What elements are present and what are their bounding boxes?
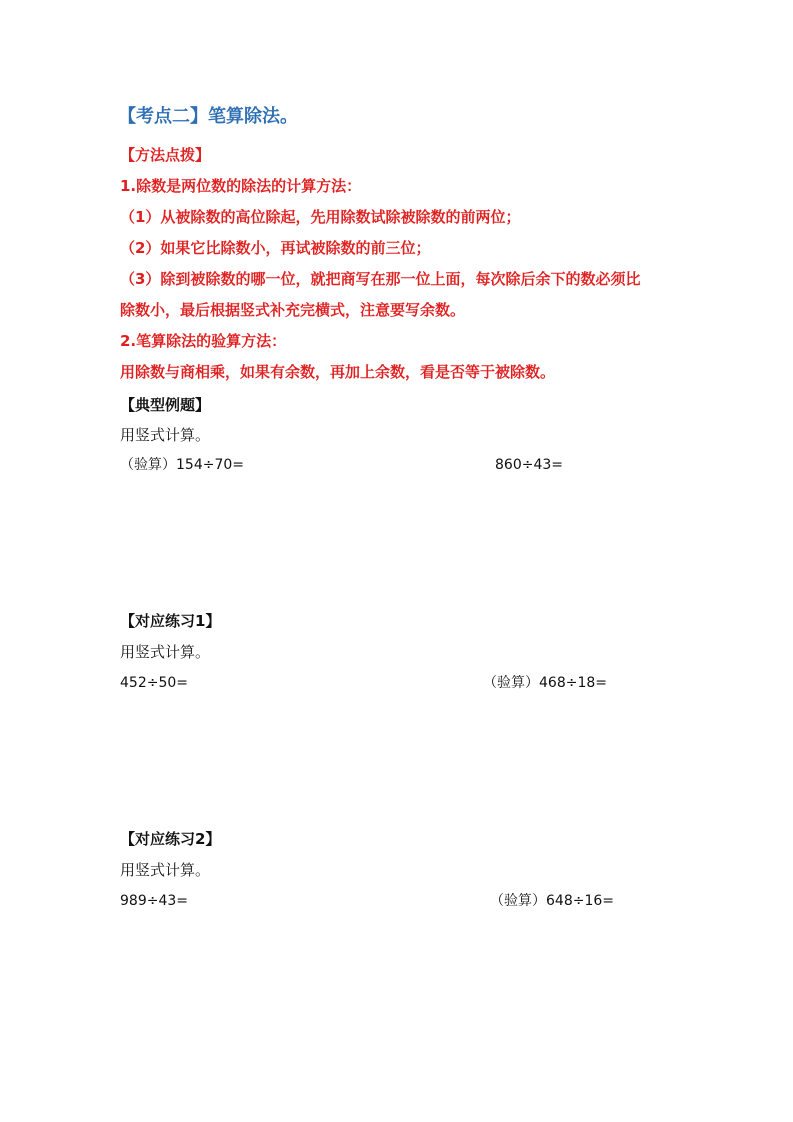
example-problem-right: 860÷43= — [495, 457, 563, 473]
example-label: 【典型例题】 — [120, 396, 211, 414]
method-line: （3）除到被除数的哪一位，就把商写在那一位上面，每次除后余下的数必须比 — [120, 270, 641, 288]
method-line: 1.除数是两位数的除法的计算方法： — [120, 177, 362, 195]
method-label: 【方法点拨】 — [120, 146, 211, 164]
method-line: 除数小，最后根据竖式补充完横式，注意要写余数。 — [120, 301, 466, 319]
practice1-problem-left: 452÷50= — [120, 675, 188, 691]
method-line: 2.笔算除法的验算方法： — [120, 332, 287, 350]
practice2-problem-left: 989÷43= — [120, 893, 188, 909]
practice2-instruction: 用竖式计算。 — [120, 861, 211, 879]
practice1-label: 【对应练习1】 — [120, 612, 221, 630]
practice1-problem-right: （验算）468÷18= — [483, 675, 607, 691]
method-line: （1）从被除数的高位除起，先用除数试除被除数的前两位； — [120, 208, 521, 226]
example-problem-left: （验算）154÷70= — [120, 457, 244, 473]
method-line: （2）如果它比除数小，再试被除数的前三位； — [120, 239, 431, 257]
method-line: 用除数与商相乘，如果有余数，再加上余数，看是否等于被除数。 — [120, 363, 556, 381]
example-instruction: 用竖式计算。 — [120, 426, 211, 444]
section-heading: 【考点二】笔算除法。 — [118, 106, 298, 127]
practice1-instruction: 用竖式计算。 — [120, 643, 211, 661]
practice2-problem-right: （验算）648÷16= — [490, 893, 614, 909]
practice2-label: 【对应练习2】 — [120, 830, 221, 848]
